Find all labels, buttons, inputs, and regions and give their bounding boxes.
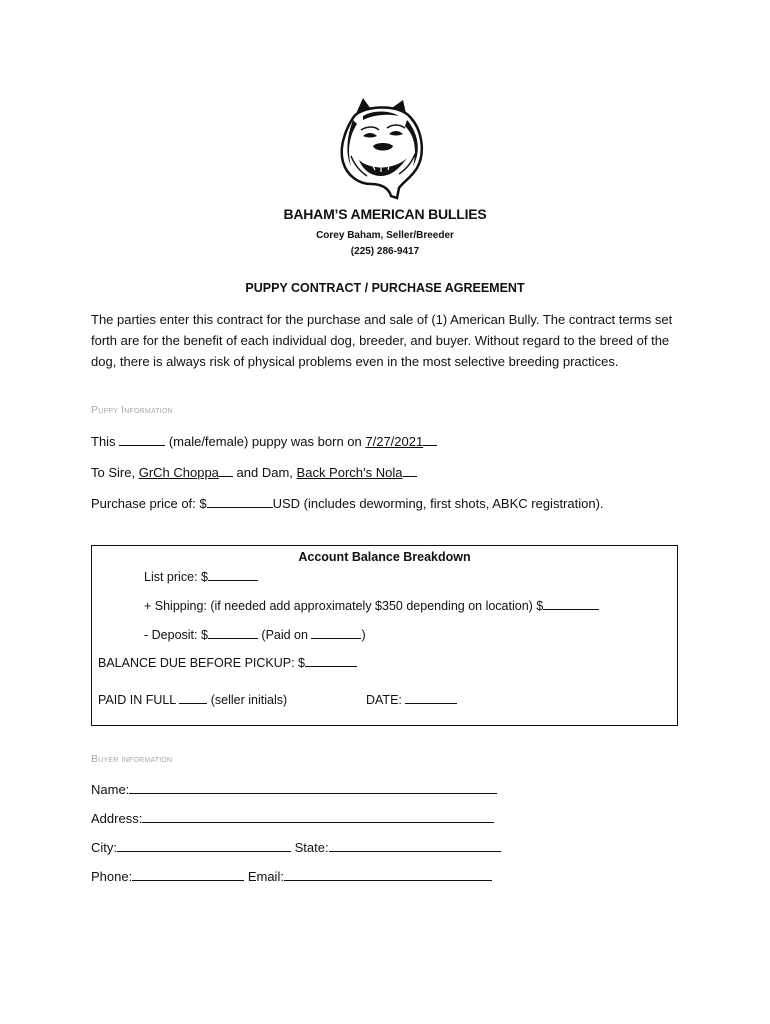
buyer-address-label: Address: [91,811,143,826]
intro-paragraph: The parties enter this contract for the purchase and sale of (1) American Bully. The contract terms set forth are for the benefit of each individual dog, breeder, and buyer. Without regard to the breed of the dog, there is always risk of physical problems even in the most selective breeding practices. [91,312,673,369]
buyer-city-blank[interactable] [117,839,291,852]
date-label: DATE: [366,693,402,707]
dam-prefix: and Dam, [236,465,293,480]
buyer-phone-label: Phone: [91,869,133,884]
buyer-city-state-line [91,839,501,855]
account-balance-box [91,545,678,726]
deposit-close: ) [361,628,366,642]
buyer-state-blank[interactable] [329,839,501,852]
buyer-address-blank[interactable] [142,810,494,823]
price-suffix: USD (includes deworming, first shots, ABKC registration). [272,496,604,511]
seller-initials-label: (seller initials) [210,693,288,707]
bully-dog-head-logo [333,96,429,200]
birth-prefix: This [91,434,116,449]
deposit-date-blank[interactable] [311,626,361,639]
buyer-name-line [91,781,497,797]
sire-prefix: To Sire, [91,465,136,480]
sire-name: GrCh Choppa [138,465,219,480]
birth-date: 7/27/2021 [365,434,424,449]
birth-line [91,433,437,449]
buyer-city-label: City: [91,840,117,855]
contract-title: PUPPY CONTRACT / PURCHASE AGREEMENT [245,281,525,295]
list-price-label: List price: $ [144,570,208,584]
balance-due-line [98,654,357,670]
birth-date-trail [423,433,437,446]
buyer-name-label: Name: [91,782,130,797]
price-line [91,495,604,511]
balance-due-blank[interactable] [305,654,357,667]
owner-line: Corey Baham, Seller/Breeder [316,230,454,241]
buyer-email-label: Email: [247,869,284,884]
initials-blank[interactable] [179,691,207,704]
puppy-info-heading: Puppy Information [91,404,173,416]
balance-due-label: BALANCE DUE BEFORE PICKUP: $ [98,656,306,670]
list-price-line [144,568,258,584]
shipping-label: + Shipping: (if needed add approximately $350 depending on location) $ [144,599,544,613]
buyer-info-heading: Buyer information [91,753,173,765]
price-prefix: Purchase price of: $ [91,496,207,511]
shipping-line [144,597,599,613]
sex-blank[interactable] [119,433,165,446]
shipping-blank[interactable] [543,597,599,610]
balance-title: Account Balance Breakdown [298,550,471,564]
buyer-contact-line [91,868,492,884]
deposit-line [144,626,366,642]
sire-trail [219,464,233,477]
paid-in-full-line [98,691,287,707]
deposit-paid-on: (Paid on [261,628,308,642]
price-blank[interactable] [207,495,273,508]
buyer-email-blank[interactable] [284,868,492,881]
date-blank[interactable] [405,691,457,704]
deposit-blank[interactable] [208,626,258,639]
list-price-blank[interactable] [208,568,258,581]
birth-middle: (male/female) puppy was born on [168,434,362,449]
business-phone: (225) 286-9417 [350,246,420,257]
dam-trail [403,464,417,477]
buyer-state-label: State: [294,840,329,855]
date-line [366,691,457,707]
dam-name: Back Porch’s Nola [296,465,403,480]
buyer-address-line [91,810,494,826]
business-name: BAHAM’S AMERICAN BULLIES [283,206,487,222]
buyer-name-blank[interactable] [129,781,497,794]
deposit-label: - Deposit: $ [144,628,208,642]
paid-in-full-label: PAID IN FULL [98,693,176,707]
parents-line [91,464,417,480]
buyer-phone-blank[interactable] [132,868,244,881]
